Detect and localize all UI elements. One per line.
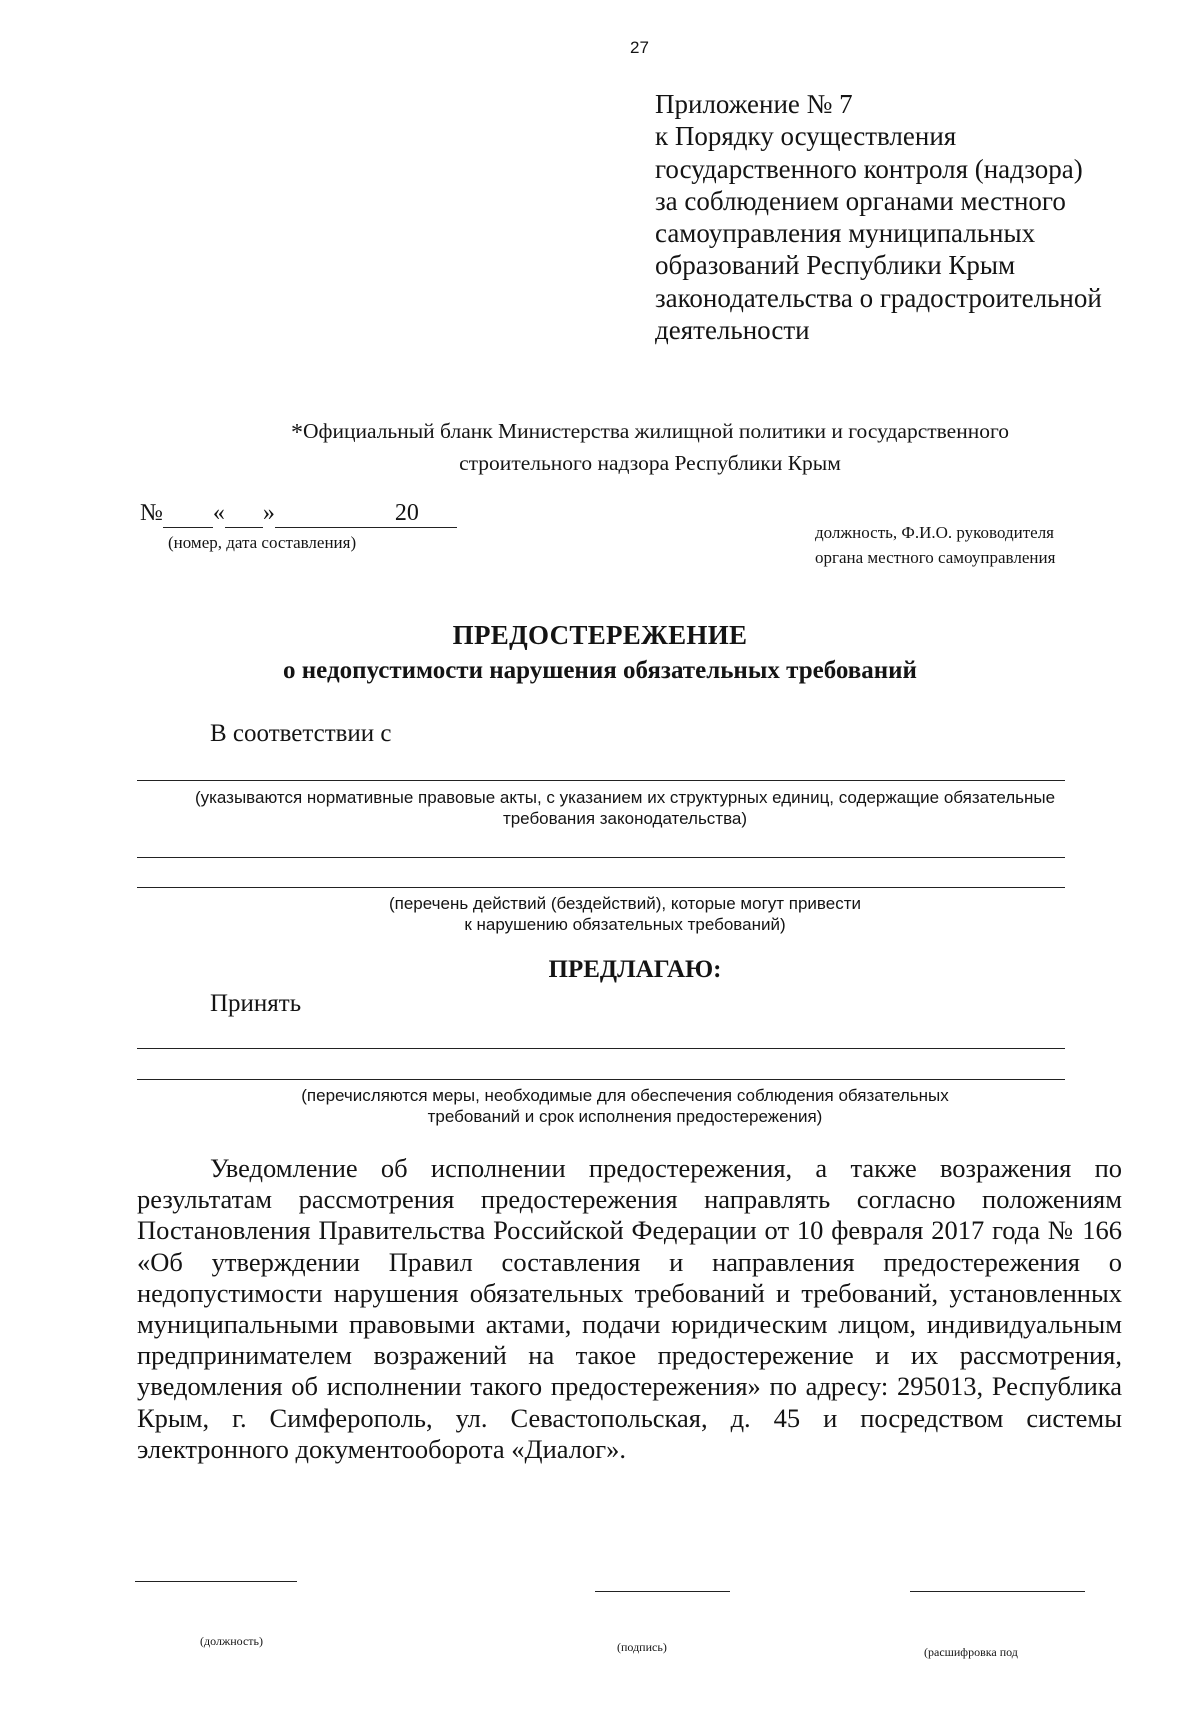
notice-paragraph-text: Уведомление об исполнении предостережения, а также возражения по результатам рассмотрения предостережения направлять согласно положениям Постановления Правительства Российской Федерации от 10 февраля 2017 года № 166 «Об утверждении Правил составления и направления предостережения о недопустимости нарушения обязательных требований и требований, установленных муниципальными правовыми актами, подачи юридическим лицом, индивидуальным предпринимателем возражений на такое предостережение и их рассмотрения, уведомления об исполнении такого предостережения» по адресу: 295013, Республика Крым, г. Симферополь, ул. Севастопольская, д. 45 и посредством системы электронного документооборота «Диалог». (137, 1153, 1122, 1464)
number-date-caption: (номер, дата составления) (168, 533, 357, 552)
year-prefix: 20 (394, 500, 419, 526)
position-caption: (должность) (200, 1634, 263, 1648)
open-quote: « (212, 500, 225, 526)
field-line-acts (137, 780, 1065, 781)
decoding-caption: (расшифровка под (924, 1645, 1018, 1659)
notice-paragraph (137, 1153, 1122, 1465)
appendix-line: самоуправления муниципальных (655, 218, 1036, 249)
appendix-line: образований Республики Крым (655, 250, 1016, 281)
page-number: 27 (630, 38, 649, 57)
appendix-line: Приложение № 7 (655, 89, 853, 119)
measures-caption (140, 1085, 1110, 1127)
acts-caption-line1: (указываются нормативные правовые акты, с указанием их структурных единиц, содержащие обязательные (194, 788, 1056, 807)
official-blank-line2: строительного надзора Республики Крым (459, 451, 841, 475)
addressee-line2: органа местного самоуправления (815, 548, 1056, 567)
appendix-line: к Порядку осуществления (655, 121, 957, 152)
official-blank-note (200, 416, 1100, 478)
number-blank (163, 500, 213, 528)
acts-caption (140, 787, 1110, 829)
asterisk-mark: * (290, 420, 303, 446)
signature-line-decoding (910, 1591, 1085, 1592)
in-accordance-label: В соответствии с (210, 720, 392, 747)
appendix-line: законодательства о градостроительной (655, 282, 1102, 313)
number-sign: № (140, 500, 163, 526)
field-line-actions-1 (137, 857, 1065, 858)
number-date-line (140, 500, 457, 528)
signature-caption: (подпись) (617, 1640, 667, 1654)
actions-caption-line2: к нарушению обязательных требований) (464, 915, 786, 934)
appendix-line: государственного контроля (надзора) (655, 153, 1083, 184)
actions-caption (140, 893, 1110, 935)
measures-caption-line1: (перечисляются меры, необходимые для обеспечения соблюдения обязательных (301, 1086, 949, 1105)
field-line-measures-2 (137, 1079, 1065, 1080)
official-blank-line1: Официальный бланк Министерства жилищной политики и государственного (302, 419, 1010, 443)
month-blank (275, 500, 395, 528)
accept-label: Принять (210, 990, 302, 1017)
document-subtitle: о недопустимости нарушения обязательных требований (283, 657, 917, 684)
day-blank (225, 500, 263, 528)
signature-line-position (135, 1581, 297, 1582)
document-title: ПРЕДОСТЕРЕЖЕНИЕ (452, 620, 748, 650)
close-quote: » (262, 500, 275, 526)
field-line-measures-1 (137, 1048, 1065, 1049)
appendix-line: деятельности (655, 315, 810, 346)
year-blank (419, 500, 457, 528)
propose-heading: ПРЕДЛАГАЮ: (548, 956, 722, 983)
measures-caption-line2: требований и срок исполнения предостережения) (427, 1107, 823, 1126)
appendix-block (655, 88, 1102, 346)
addressee-block (815, 520, 1055, 570)
appendix-line: за соблюдением органами местного (655, 185, 1066, 216)
actions-caption-line1: (перечень действий (бездействий), которые могут привести (388, 894, 862, 913)
signature-line-signature (595, 1591, 730, 1592)
acts-caption-line2: требования законодательства) (502, 809, 748, 828)
field-line-actions-2 (137, 887, 1065, 888)
addressee-line1: должность, Ф.И.О. руководителя (815, 523, 1055, 542)
